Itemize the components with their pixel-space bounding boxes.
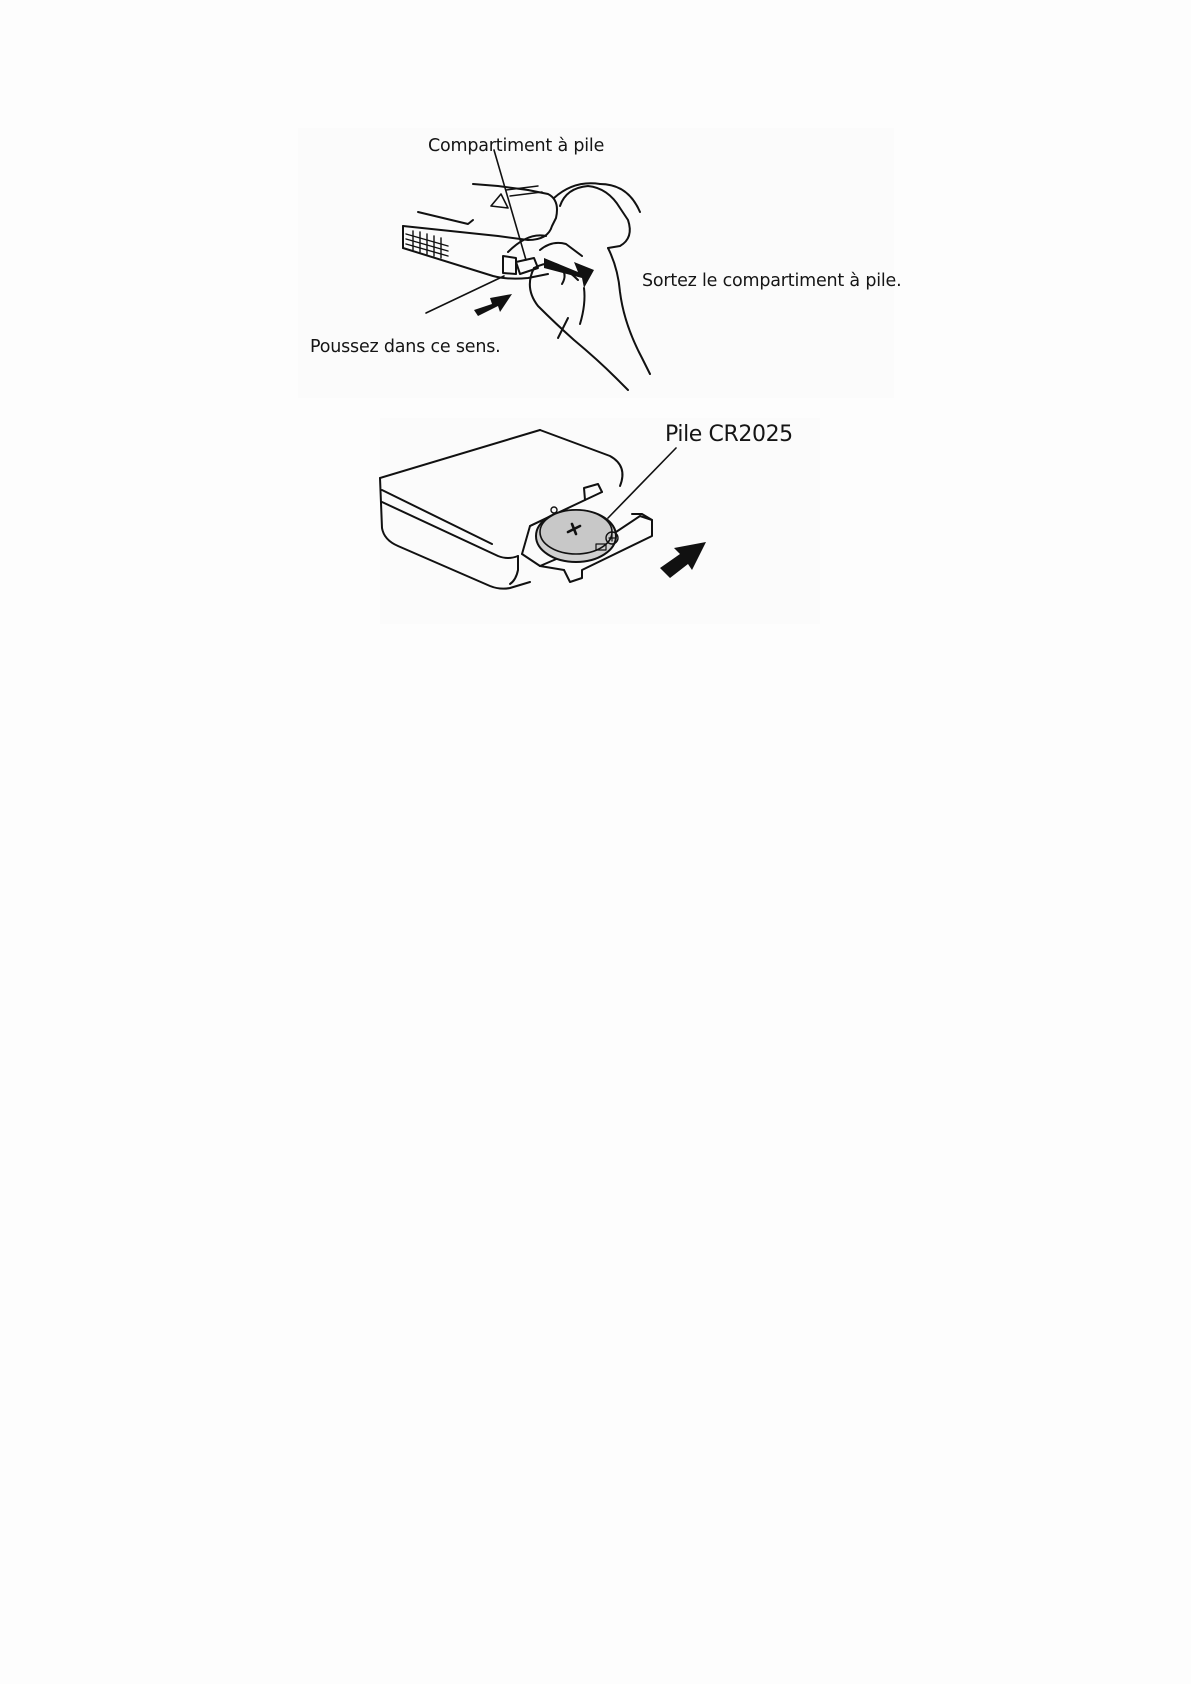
insert-arrow-icon (660, 542, 706, 578)
battery-tray-drawing (380, 418, 820, 624)
battery-type-label: Pile CR2025 (665, 422, 793, 447)
pull-out-label: Sortez le compartiment à pile. (642, 271, 902, 291)
pull-arrow-icon (544, 258, 594, 288)
remote-and-hand-drawing (298, 128, 894, 398)
insert-battery-illustration (380, 418, 820, 624)
remove-battery-tray-illustration (298, 128, 902, 398)
compartment-label: Compartiment à pile (428, 136, 605, 156)
push-direction-label: Poussez dans ce sens. (310, 337, 501, 357)
push-arrow-icon (474, 294, 512, 316)
